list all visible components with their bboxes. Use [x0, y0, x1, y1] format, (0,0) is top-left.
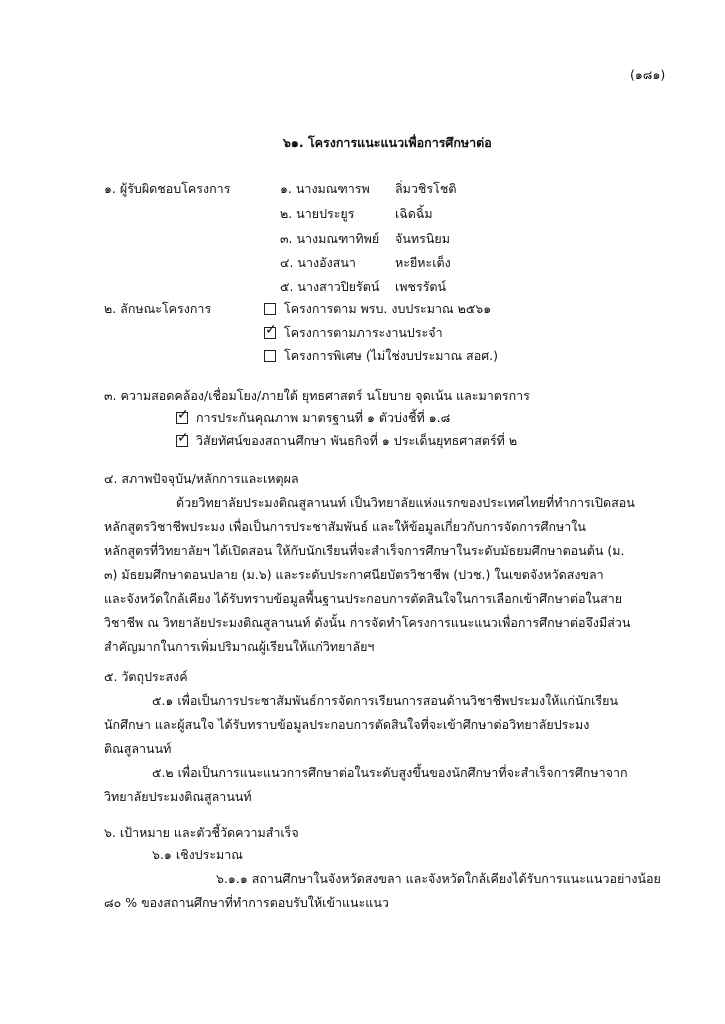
person-name: ๒. นายประยูร: [280, 206, 355, 221]
paragraph-line: นักศึกษา และผู้สนใจ ได้รับทราบข้อมูลประกอบการตัดสินใจที่จะเข้าศึกษาต่อวิทยาลัยประมง: [104, 717, 590, 732]
checkbox-unchecked: [264, 303, 276, 315]
paragraph-line: ๕.๑ เพื่อเป็นการประชาสัมพันธ์การจัดการเรียนการสอนด้านวิชาชีพประมงให้แก่นักเรียน: [152, 693, 619, 708]
paragraph-line: ๓) มัธยมศึกษาตอนปลาย (ม.๖) และระดับประกาศนียบัตรวิชาชีพ (ปวช.) ในเขตจังหวัดสงขลา: [104, 567, 604, 582]
checkbox-checked: [176, 435, 188, 447]
alignment-label: วิสัยทัศน์ของสถานศึกษา พันธกิจที่ ๑ ประเด็นยุทธศาสตร์ที่ ๒: [195, 433, 518, 448]
section-5-heading: ๕. วัตถุประสงค์: [104, 669, 188, 684]
checkbox-checked: [264, 327, 276, 339]
paragraph-line: หลักสูตรที่วิทยาลัยฯ ได้เปิดสอน ให้กับนักเรียนที่จะสำเร็จการศึกษาในระดับมัธยมศึกษาตอนต้น (ม.: [104, 543, 625, 558]
person-name: ๕. นางสาวปิยรัตน์: [280, 279, 380, 294]
checkbox-unchecked: [264, 350, 276, 362]
page-title: ๖๑. โครงการแนะแนวเพื่อการศึกษาต่อ: [283, 135, 492, 150]
project-type-option: [264, 347, 498, 365]
section-4-heading: ๔. สภาพปัจจุบัน/หลักการและเหตุผล: [104, 471, 299, 486]
person-name: ๓. นางมณฑาทิพย์: [280, 231, 380, 246]
project-type-option: [264, 324, 443, 342]
person-surname: เพชรรัตน์: [395, 279, 447, 294]
alignment-item: [176, 409, 450, 427]
paragraph-line: และจังหวัดใกล้เคียง ได้รับทราบข้อมูลพื้นฐานประกอบการตัดสินใจในการเลือกเข้าศึกษาต่อในสาย: [104, 591, 623, 606]
person-surname: ลิ่มวชิรโชติ: [395, 181, 457, 196]
person-name: ๔. นางอังสนา: [280, 255, 356, 270]
paragraph-line: ๖.๑.๑ สถานศึกษาในจังหวัดสงขลา และจังหวัดใกล้เคียงได้รับการแนะแนวอย่างน้อย: [216, 871, 661, 886]
person-surname: เฉิดฉิ้ม: [395, 206, 433, 221]
section-3-heading: ๓. ความสอดคล้อง/เชื่อมโยง/ภายใต้ ยุทธศาสตร์ นโยบาย จุดเน้น และมาตรการ: [104, 388, 530, 403]
person-surname: จันทรนิยม: [395, 231, 450, 246]
paragraph-line: ๘๐ % ของสถานศึกษาที่ทำการตอบรับให้เข้าแนะแนว: [104, 895, 389, 910]
paragraph-line: หลักสูตรวิชาชีพประมง เพื่อเป็นการประชาสัมพันธ์ และให้ข้อมูลเกี่ยวกับการจัดการศึกษาใน: [104, 519, 586, 534]
paragraph-line: ด้วยวิทยาลัยประมงติณสูลานนท์ เป็นวิทยาลัยแห่งแรกของประเทศไทยที่ทำการเปิดสอน: [176, 495, 635, 510]
alignment-label: การประกันคุณภาพ มาตรฐานที่ ๑ ตัวบ่งชี้ที่ ๑.๘: [195, 410, 451, 425]
paragraph-line: สำคัญมากในการเพิ่มปริมาณผู้เรียนให้แก่วิทยาลัยฯ: [104, 639, 375, 654]
option-label: โครงการตามภาระงานประจำ: [283, 325, 443, 340]
option-label: โครงการตาม พรบ. งบประมาณ ๒๕๖๑: [283, 301, 492, 316]
page-number: (๑๘๑): [630, 67, 666, 82]
person-surname: หะยีหะเต็ง: [395, 255, 451, 270]
paragraph-line: วิชาชีพ ณ วิทยาลัยประมงติณสูลานนท์ ดังนั้น การจัดทำโครงการแนะแนวเพื่อการศึกษาต่อจึงมีส่วน: [104, 615, 631, 630]
alignment-item: [176, 432, 517, 450]
subsection-heading: ๖.๑ เชิงประมาณ: [152, 847, 243, 862]
section-6-heading: ๖. เป้าหมาย และตัวชี้วัดความสำเร็จ: [104, 825, 299, 840]
person-name: ๑. นางมณฑารพ: [280, 181, 370, 196]
paragraph-line: ติณสูลานนท์: [104, 741, 172, 756]
checkbox-checked: [176, 412, 188, 424]
project-type-option: [264, 300, 491, 318]
section-1-heading: ๑. ผู้รับผิดชอบโครงการ: [104, 181, 231, 196]
section-2-heading: ๒. ลักษณะโครงการ: [104, 301, 212, 316]
paragraph-line: วิทยาลัยประมงติณสูลานนท์: [104, 789, 252, 804]
paragraph-line: ๕.๒ เพื่อเป็นการแนะแนวการศึกษาต่อในระดับสูงขึ้นของนักศึกษาที่จะสำเร็จการศึกษาจาก: [152, 765, 628, 780]
option-label: โครงการพิเศษ (ไม่ใช่งบประมาณ สอศ.): [283, 348, 498, 363]
